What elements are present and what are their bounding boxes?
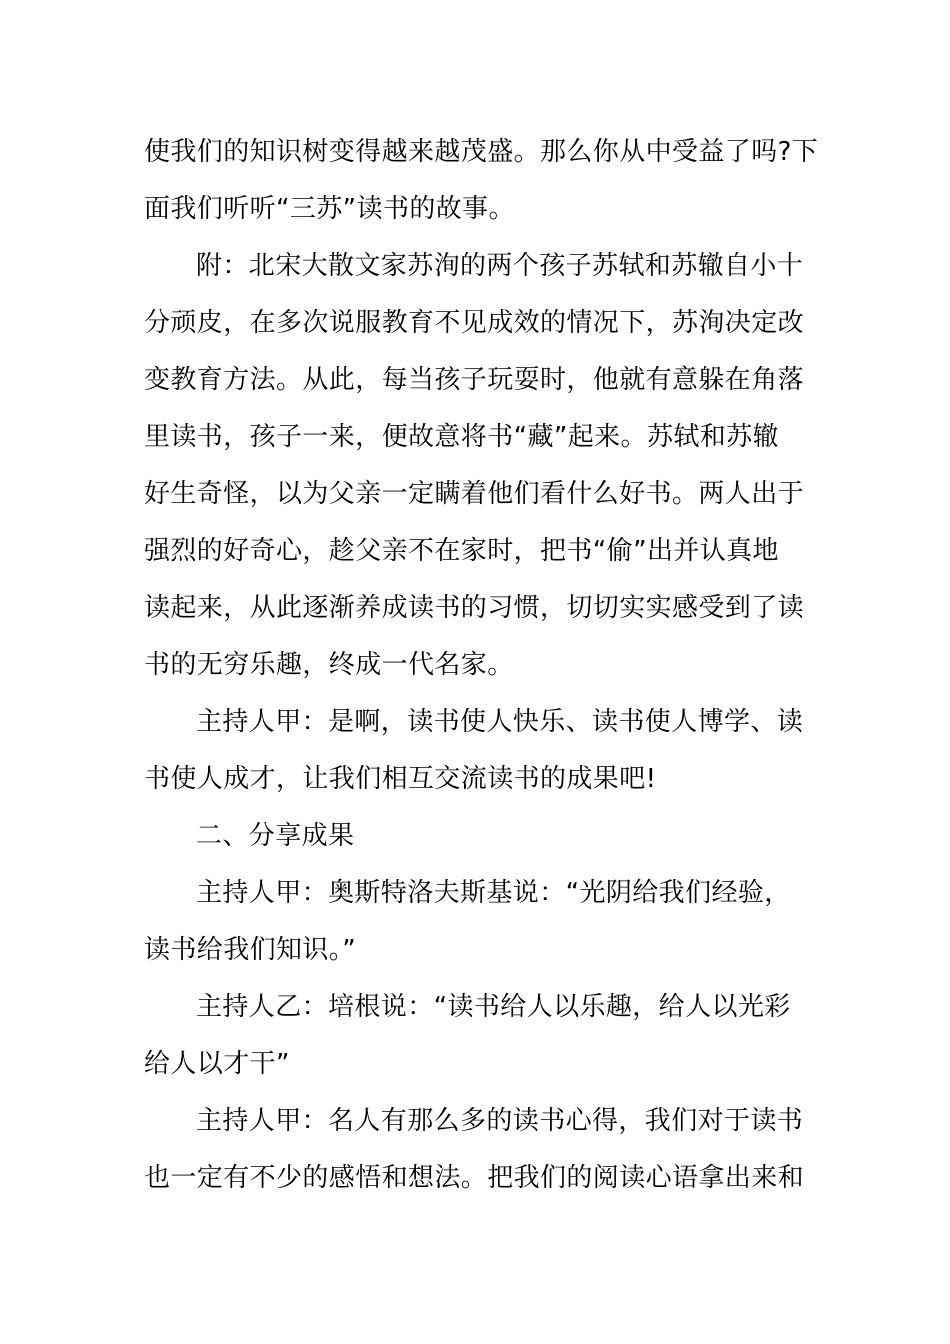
text-line: 里读书，孩子一来，便故意将书“藏”起来。苏轼和苏辙 <box>144 422 779 452</box>
text-line: 附：北宋大散文家苏洵的两个孩子苏轼和苏辙自小十 <box>196 251 804 281</box>
text-line: 书使人成才，让我们相互交流读书的成果吧! <box>144 764 657 794</box>
text-line: 书的无穷乐趣，终成一代名家。 <box>144 650 514 680</box>
text-line: 分顽皮，在多次说服教育不见成效的情况下，苏洵决定改 <box>144 308 805 338</box>
text-line: 强烈的好奇心，趁父亲不在家时，把书“偷”出并认真地 <box>144 536 779 566</box>
text-line: 读起来，从此逐渐养成读书的习惯，切切实实感受到了读 <box>144 593 805 623</box>
text-line: 变教育方法。从此，每当孩子玩耍时，他就有意躲在角落 <box>144 365 805 395</box>
text-line: 主持人甲：名人有那么多的读书心得，我们对于读书 <box>196 1106 804 1136</box>
text-line: 主持人甲：奥斯特洛夫斯基说：“光阴给我们经验， <box>196 878 791 908</box>
text-line: 主持人乙：培根说：“读书给人以乐趣，给人以光彩 <box>196 992 791 1022</box>
text-line: 主持人甲：是啊，读书使人快乐、读书使人博学、读 <box>196 707 804 737</box>
text-line: 好生奇怪，以为父亲一定瞒着他们看什么好书。两人出于 <box>144 479 805 509</box>
text-line: 也一定有不少的感悟和想法。把我们的阅读心语拿出来和 <box>144 1163 805 1193</box>
text-line: 读书给我们知识。” <box>144 935 357 965</box>
text-line: 面我们听听“三苏”读书的故事。 <box>144 194 515 224</box>
text-line: 给人以才干” <box>144 1049 290 1079</box>
section-heading: 二、分享成果 <box>196 821 355 851</box>
text-line: 使我们的知识树变得越来越茂盛。那么你从中受益了吗?下 <box>144 137 819 167</box>
